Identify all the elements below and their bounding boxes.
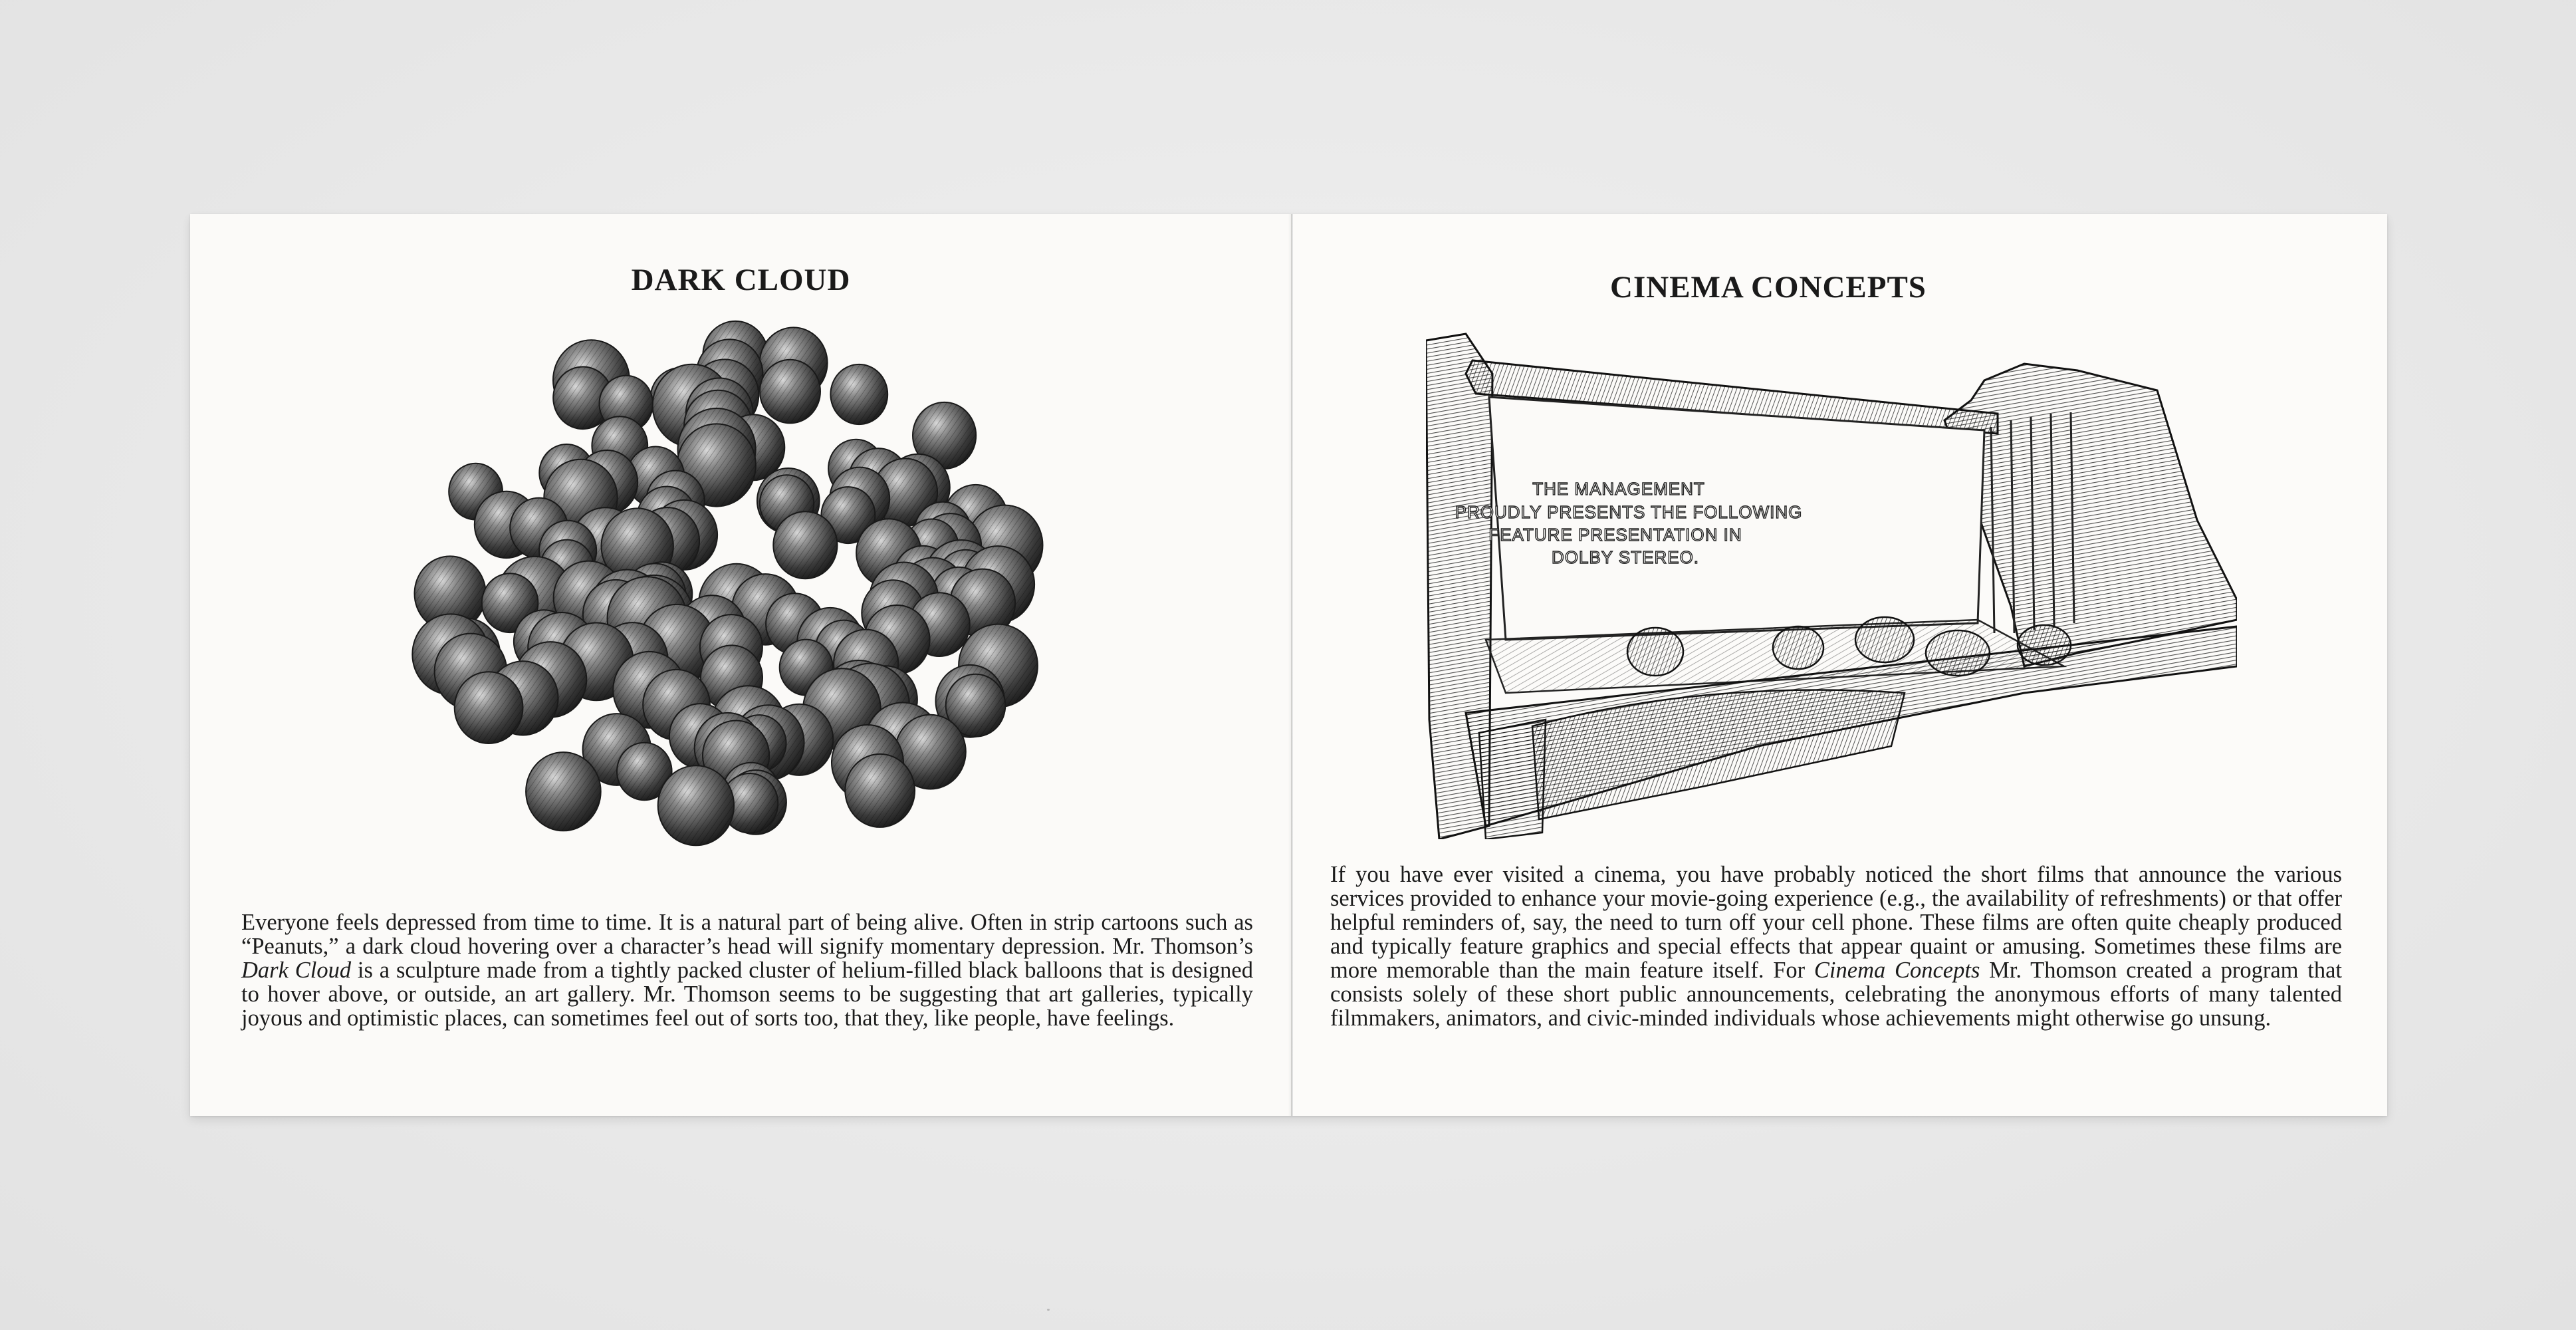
right-page — [1293, 214, 2387, 1116]
screen-line-2: PROUDLY PRESENTS THE FOLLOWING — [1455, 502, 1803, 522]
cinema-concepts-description — [1330, 863, 2342, 1030]
balloon-shading — [773, 511, 837, 579]
open-booklet — [190, 214, 2387, 1116]
desc-italic-title: Dark Cloud — [241, 958, 352, 983]
desc-part-1: Everyone feels depressed from time to time. It is a natural part of being alive. Often in strip cartoons such as “Peanuts,” a dark cloud hovering over a character’s head will signify momentary depression. Mr. Thomson’s — [241, 910, 1253, 959]
balloon-shading — [526, 752, 601, 831]
left-page — [190, 214, 1292, 1116]
desc-part-2: Mr. Thomson created a program that consists solely of these short public announcements, celebrating the anonymous efforts of many talented filmmakers, animators, and civic-minded individuals whose achievements might otherwise go unsung. — [1330, 958, 2342, 1031]
balloon-shading — [658, 765, 734, 845]
dust-speck — [1047, 1309, 1050, 1311]
screen-line-3: FEATURE PRESENTATION IN — [1488, 525, 1742, 545]
page-title-dark-cloud: DARK CLOUD — [631, 263, 851, 297]
balloon-shading — [760, 360, 820, 424]
dark-cloud-description — [241, 910, 1253, 1030]
screen-line-1: THE MANAGEMENT — [1532, 479, 1705, 499]
balloon-shading — [845, 754, 915, 827]
desc-part-1: If you have ever visited a cinema, you have probably noticed the short films that announce the various services provided to enhance your movie-going experience (e.g., the availability of refreshments) or that offer helpful reminders of, say, the need to turn off your cell phone. These films are often quite cheaply produced and typically feature graphics and special effects that appear quaint or amusing. Sometimes these films are more memorable than the main feature itself. For — [1330, 862, 2342, 983]
balloon-shading — [830, 364, 887, 424]
page-title-cinema-concepts: CINEMA CONCEPTS — [1610, 270, 1927, 305]
cinema-interior-icon — [1426, 321, 2237, 839]
screen-line-4: DOLBY STEREO. — [1551, 547, 1700, 567]
desc-italic-title: Cinema Concepts — [1814, 958, 1980, 983]
balloon-cluster-icon — [396, 313, 1061, 898]
balloon-shading — [455, 672, 523, 743]
desc-part-2: is a sculpture made from a tightly packed cluster of helium-filled black balloons that is designed to hover above, or outside, an art gallery. Mr. Thomson seems to be suggesting that art galleries, typically joyous and optimistic places, can sometimes feel out of sorts too, that they, like people, have feelings. — [241, 958, 1253, 1031]
